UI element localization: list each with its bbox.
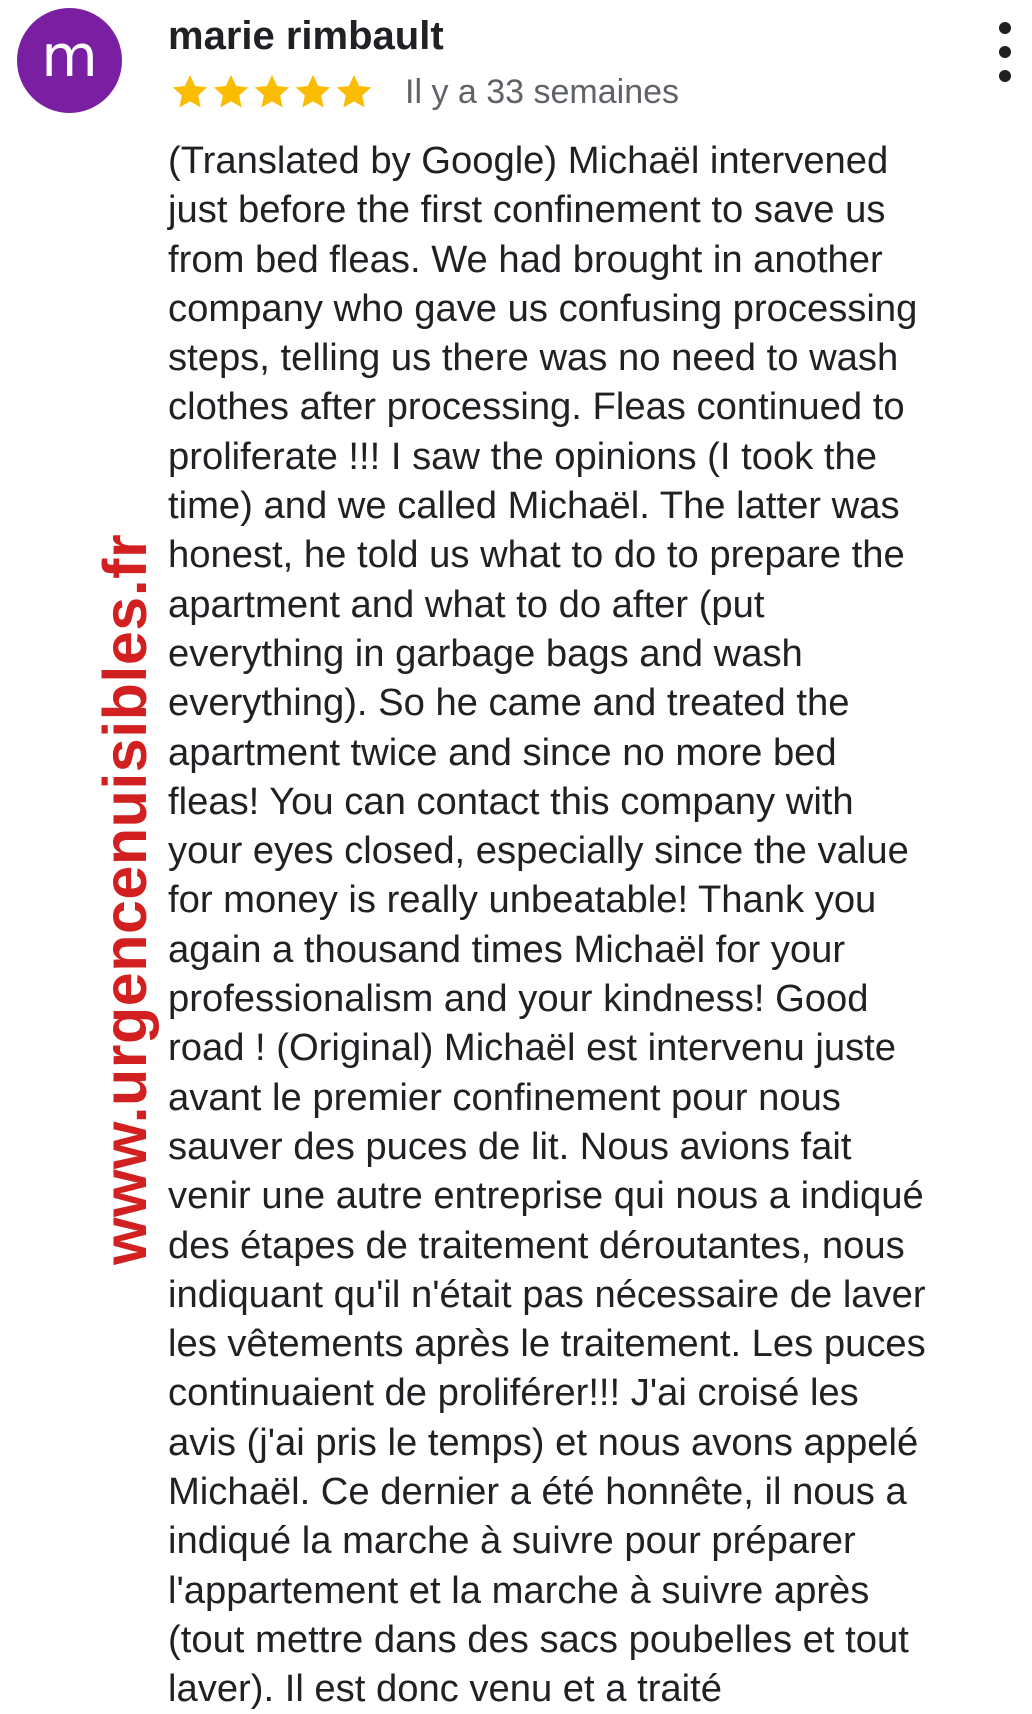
review-text-line: sauver des puces de lit. Nous avions fait [168, 1124, 852, 1168]
review-text-line: avant le premier confinement pour nous [168, 1075, 841, 1119]
rating-row [170, 70, 679, 114]
review-text-line: les vêtements après le traitement. Les puces [168, 1322, 926, 1366]
review-text-line: indiqué la marche à suivre pour préparer [168, 1519, 856, 1563]
reviewer-name[interactable]: marie rimbault [168, 14, 444, 58]
review-text [168, 136, 1000, 1714]
review-text-line: (Translated by Google) Michaël intervened [168, 139, 889, 182]
review-text-line: continuaient de proliférer!!! J'ai croisé les [168, 1371, 859, 1415]
review-text-line: proliferate !!! I saw the opinions (I took the [168, 434, 877, 478]
review-text-line: indiquant qu'il n'était pas nécessaire de laver [168, 1272, 926, 1316]
star-icon [293, 72, 333, 112]
review-text-line: apartment twice and since no more bed [168, 730, 837, 774]
avatar[interactable] [17, 8, 122, 113]
star-rating [170, 72, 375, 112]
star-icon [334, 72, 374, 112]
review-text-line: everything). So he came and treated the [168, 681, 850, 725]
review-text-line: honest, he told us what to do to prepare the [168, 533, 905, 577]
review-text-line: time) and we called Michaël. The latter was [168, 484, 900, 528]
review-text-line: venir une autre entreprise qui nous a indiqué [168, 1174, 924, 1218]
review-text-line: from bed fleas. We had brought in another [168, 237, 883, 281]
review-text-line: just before the first confinement to save us [168, 188, 886, 232]
review-text-line: steps, telling us there was no need to wash [168, 336, 899, 380]
review-text-line: your eyes closed, especially since the value [168, 829, 909, 873]
review-text-line: everything in garbage bags and wash [168, 631, 803, 675]
review-text-line: company who gave us confusing processing [168, 286, 918, 330]
avatar-letter: m [41, 21, 98, 90]
review-text-line: l'appartement et la marche à suivre après [168, 1568, 870, 1612]
review-time: Il y a 33 semaines [405, 72, 680, 111]
menu-dot [999, 70, 1011, 82]
review-text-line: des étapes de traitement déroutantes, nous [168, 1223, 905, 1267]
more-vertical-icon[interactable] [990, 22, 1020, 82]
star-icon [211, 72, 251, 112]
review-text-line: avis (j'ai pris le temps) et nous avons appelé [168, 1420, 919, 1464]
review-text-line: Michaël. Ce dernier a été honnête, il nous a [168, 1470, 907, 1514]
review-text-line: again a thousand times Michaël for your [168, 927, 846, 971]
review-text-line: (tout mettre dans des sacs poubelles et tout [168, 1617, 909, 1661]
review-text-line: for money is really unbeatable! Thank you [168, 878, 877, 922]
menu-dot [999, 46, 1011, 58]
menu-dot [999, 22, 1011, 34]
review-text-line: clothes after processing. Fleas continued to [168, 385, 905, 429]
review-text-line: professionalism and your kindness! Good [168, 977, 869, 1021]
review-text-line: fleas! You can contact this company with [168, 779, 854, 823]
review-text-line: laver). Il est donc venu et a traité [168, 1667, 722, 1711]
review-text-line: road ! (Original) Michaël est intervenu juste [168, 1026, 897, 1070]
watermark: www.urgencenuisibles.fr [91, 533, 159, 1265]
star-icon [252, 72, 292, 112]
review-text-line: apartment and what to do after (put [168, 582, 765, 626]
star-icon [170, 72, 210, 112]
